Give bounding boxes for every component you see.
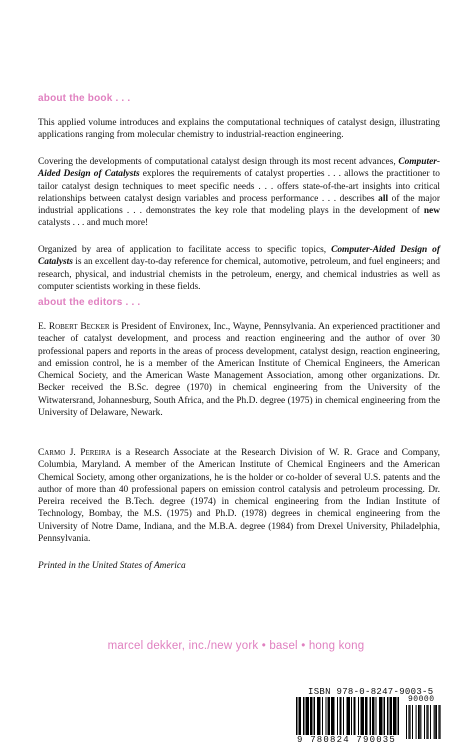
- barcode-bar: [363, 697, 365, 735]
- barcode-bar: [355, 697, 356, 735]
- barcode-bar: [349, 697, 351, 735]
- barcode-bar: [362, 697, 363, 735]
- barcode-bar: [370, 697, 372, 735]
- barcode-bar: [391, 697, 393, 735]
- barcode-bar: [343, 697, 344, 735]
- barcode-bar: [348, 697, 349, 735]
- barcode-addon-bar: [435, 705, 436, 739]
- barcode-addon-bar: [412, 705, 413, 739]
- barcode-addon-bar: [406, 705, 407, 739]
- editor-becker-bio: E. Robert Becker is President of Environex, Inc., Wayne, Pennsylvania. An experienced practitioner and teacher of catalyst development, and process and reaction engineering and the author of over 30 professional papers and reports in the areas of process development, catalyst design, reaction engineering, and emission control, he is a member of the American Institute of Chemical Engineers, the American Chemical Society, and the American Waste Management Association, among other organizations. Dr. Becker received the B.Sc. degree (1970) in chemical engineering from the University of the Witwatersrand, Johannesburg, South Africa, and the Ph.D. degree (1975) in chemical engineering from the University of Delaware, Newark.: [38, 322, 441, 419]
- barcode-bar: [387, 697, 389, 735]
- barcode-bar: [317, 697, 319, 735]
- barcode-bar: [322, 697, 323, 735]
- barcode-bar: [372, 697, 373, 735]
- barcode-bar: [308, 697, 309, 735]
- barcode-bar: [398, 697, 400, 735]
- barcode-bar: [382, 697, 383, 735]
- barcode-addon-bar: [416, 705, 417, 739]
- barcode-bar: [300, 697, 302, 735]
- barcode-bar: [384, 697, 386, 735]
- barcode-bar: [314, 697, 316, 735]
- barcode-addon-bar: [424, 705, 425, 739]
- barcode-bar: [296, 697, 298, 739]
- barcode-addon-bar: [419, 705, 420, 739]
- barcode-bar: [396, 697, 397, 735]
- about-book-heading: about the book . . .: [38, 93, 131, 104]
- barcode-addon-bar: [436, 705, 437, 739]
- barcode-bar: [333, 697, 334, 735]
- barcode-bar: [393, 697, 394, 735]
- barcode-bar: [351, 697, 352, 735]
- isbn: ISBN 978-0-8247-9003-5: [308, 687, 434, 697]
- barcode-addon-bar: [410, 705, 411, 739]
- barcode-addon-bar: [438, 705, 439, 739]
- barcode-bar: [376, 697, 377, 735]
- barcode-bar: [299, 697, 300, 739]
- about-book-paragraph-3: Organized by area of application to facilitate access to specific topics, Computer-Aided Design of Catalysts is an excellent day-to-day reference for chemical, automotive, petroleum, and fuel engineers; and research, physical, and industrial chemists in the petroleum, energy, and chemical industries as well as computer scientists working in these fields.: [38, 245, 440, 292]
- barcode-bar: [358, 697, 359, 735]
- barcode-addon-bar: [440, 705, 441, 739]
- barcode-bar: [307, 697, 309, 735]
- barcode-bar: [310, 697, 312, 735]
- about-book-paragraph-2: Covering the developments of computational catalyst design through its most recent advances, Computer-Aided Design of Catalysts explores the requirements of catalyst properties . . . allows the practitioner to tailor catalyst design techniques to meet specific needs . . . offers state-of-the-art insights into critical relationships between catalyst design variables and process performance . . . describes all of the major industrial applications . . . demonstrates the key role that modeling plays in the development of new catalysts . . . and much more!: [38, 157, 440, 229]
- barcode-bar: [306, 697, 307, 735]
- barcode-addon-bar: [434, 705, 435, 739]
- barcode-bar: [366, 697, 368, 735]
- barcode-addon-number: 90000: [408, 695, 435, 704]
- barcode-addon-bar: [426, 705, 427, 739]
- barcode-bar: [337, 697, 338, 735]
- barcode-bar: [379, 697, 380, 735]
- barcode-addon-bar: [418, 705, 419, 739]
- barcode-bar: [340, 697, 341, 735]
- book-title: Computer-Aided Design of Catalysts: [38, 245, 440, 268]
- barcode-bar: [312, 697, 313, 735]
- barcode-number: 9 780824 790035: [297, 735, 397, 745]
- barcode-addon-bar: [408, 705, 409, 739]
- about-book-paragraph-1: This applied volume introduces and explains the computational techniques of catalyst design, illustrating applications ranging from molecular chemistry to industrial-reaction engineering.: [38, 118, 440, 141]
- barcode-bar: [320, 697, 321, 735]
- barcode-bar: [347, 697, 348, 735]
- barcode-bar: [361, 697, 362, 735]
- barcode-bar: [319, 697, 320, 735]
- barcode-bar: [329, 697, 330, 735]
- barcode-bar: [390, 697, 391, 735]
- barcode-bar: [303, 697, 305, 735]
- barcode-bars: [294, 697, 444, 739]
- publisher-line: marcel dekker, inc./new york • basel • hong kong: [107, 640, 365, 652]
- editor-name: E. Robert Becker: [38, 322, 110, 332]
- editor-pereira-bio: Carmo J. Pereira is a Research Associate at the Research Division of W. R. Grace and Company, Columbia, Maryland. A member of the American Institute of Chemical Engineers and the American Chemical Society, among other organizations, he is the holder or co-holder of several U.S. patents and the author of more than 40 professional papers on emission control catalysis and petroleum processing. Dr. Pereira received the B.Tech. degree (1974) in chemical engineering from the Indian Institute of Technology, Bombay, the M.S. (1975) and Ph.D. (1978) degrees in chemical engineering from the University of Notre Dame, Indiana, and the M.B.A. degree (1984) from Drexel University, Philadelphia, Pennsylvania.: [38, 448, 440, 545]
- barcode-bar: [328, 697, 330, 735]
- barcode-bar: [334, 697, 335, 735]
- about-editors-heading: about the editors . . .: [38, 297, 141, 308]
- barcode-addon-bar: [420, 705, 421, 739]
- barcode-bar: [373, 697, 375, 735]
- barcode-bar: [365, 697, 366, 735]
- barcode-bar: [341, 697, 342, 735]
- barcode-bar: [354, 697, 355, 735]
- printed-note: Printed in the United States of America: [38, 561, 186, 571]
- book-title: Computer-Aided Design of Catalysts: [38, 157, 440, 180]
- barcode-bar: [331, 697, 333, 735]
- barcode-addon-bar: [430, 705, 431, 739]
- editor-name: Carmo J. Pereira: [38, 448, 111, 458]
- barcode-bar: [326, 697, 327, 735]
- barcode-bar: [380, 697, 382, 735]
- barcode-addon-bar: [428, 705, 429, 739]
- barcode-bar: [394, 697, 396, 735]
